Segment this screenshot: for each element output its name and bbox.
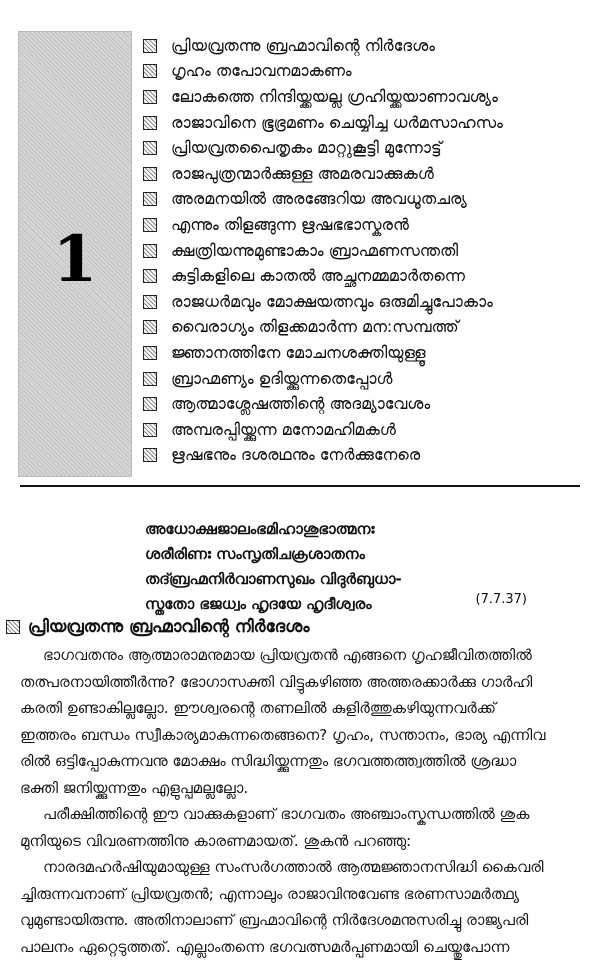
sanskrit-verse — [145, 517, 585, 617]
contents-item-label: ഋഷഭനും ദശരഥനും നേർക്കുനേരെ — [171, 445, 420, 465]
body-text — [20, 642, 585, 960]
paragraph-line: രിൽ ഒട്ടിപ്പോകുന്നവനു മോക്ഷം സിദ്ധിയ്ക്കുന്നതും ഭഗവത്തത്ത്വത്തിൽ ശ്രദ്ധാ — [20, 748, 585, 775]
contents-item-label: പ്രിയവ്രതന്നു ബ്രഹ്മാവിന്റെ നിർദേശം — [171, 36, 435, 56]
hatched-box-icon — [143, 269, 157, 283]
contents-item — [143, 59, 593, 85]
verse-line: അധോക്ഷജാലംഭമിഹാശുഭാത്മനഃ — [145, 517, 585, 542]
hatched-box-icon — [143, 372, 157, 386]
contents-item-label: അരമനയിൽ അരങ്ങേറിയ അവധൂതചര്യ — [171, 189, 467, 209]
contents-item-label: കുട്ടികളിലെ കാതൽ അച്ഛനമ്മമാർതന്നെ — [171, 266, 465, 286]
verse-line: ശരീരിണഃ സംസൃതിചക്രശാതനം — [145, 542, 585, 567]
hatched-box-icon — [143, 423, 157, 437]
contents-item — [143, 187, 593, 213]
contents-item-label: പ്രിയവ്രതപൈതൃകം മാറ്റുകൂട്ടി മുന്നോട്ട് — [171, 138, 442, 158]
hatched-box-icon — [143, 346, 157, 360]
contents-item — [143, 263, 593, 289]
paragraph-line: ഭക്തി ജനിയ്ക്കുന്നതും എളുപ്പമല്ലല്ലോ. — [20, 775, 585, 802]
contents-item — [143, 315, 593, 341]
contents-item-label: ആത്മാശ്ലേഷത്തിന്റെ അദമ്യാവേശം — [171, 394, 430, 414]
contents-item — [143, 161, 593, 187]
hatched-box-icon — [143, 64, 157, 78]
contents-item — [143, 135, 593, 161]
hatched-box-icon — [143, 39, 157, 53]
contents-item — [143, 391, 593, 417]
paragraph-line: ഇത്തരം ബന്ധം സ്വീകാര്യമാകുന്നതെങ്ങനെ? ഗൃഹം, സന്താനം, ഭാര്യ എന്നിവ — [20, 722, 585, 749]
contents-item — [143, 417, 593, 443]
hatched-box-icon — [143, 244, 157, 258]
contents-item-label: ബ്രാഹ്മണ്യം ഉദിയ്ക്കുന്നതെപ്പോൾ — [171, 369, 393, 389]
contents-item-label: ലോകത്തെ നിന്ദിയ്ക്കയല്ല ഗ്രഹിയ്ക്കയാണാവശ്യം — [171, 87, 498, 107]
contents-item — [143, 366, 593, 392]
verse-line: സ്തതോ ഭജധ്വം ഹൃദയേ ഹൃദീശ്വരം — [145, 592, 585, 617]
contents-item-label: രാജധർമവും മോക്ഷയത്നവും ഒരുമിച്ചുപോകാം — [171, 292, 493, 312]
paragraph-line: പാലനം ഏറ്റെടുത്തത്. എല്ലാംതന്നെ ഭഗവത്സമർപ്പണമായി ചെയ്തുപോന്ന — [20, 934, 585, 960]
contents-item-label: വൈരാഗ്യം തിളക്കമാർന്ന മന:സമ്പത്ത് — [171, 317, 459, 337]
section-heading-text: പ്രിയവ്രതന്നു ബ്രഹ്മാവിന്റെ നിർദേശം — [28, 617, 309, 637]
contents-item — [143, 443, 593, 469]
paragraph-line: വുമുണ്ടായിരുന്നു. അതിനാലാണ് ബ്രഹ്മാവിന്റെ നിർദേശമനുസരിച്ചു രാജ്യപരി — [20, 907, 585, 934]
paragraph-line: കരതി ഉണ്ടാകില്ലല്ലോ. ഈശ്വരന്റെ തണലിൽ കുളിർത്തുകഴിയുന്നവർക്ക് — [20, 695, 585, 722]
hatched-box-icon — [143, 295, 157, 309]
section-divider — [20, 485, 580, 487]
hatched-box-icon — [143, 192, 157, 206]
hatched-box-icon — [143, 218, 157, 232]
paragraph-line: ച്ചിരുന്നവനാണ് പ്രിയവ്രതൻ; എന്നാലും രാജാവിനുവേണ്ട ഭരണസാമർത്ഥ്യ — [20, 881, 585, 908]
paragraph-line: തത്പരനായിത്തീർന്നു? ഭോഗാസക്തി വിട്ടുകഴിഞ്ഞ അത്തരക്കാർക്കു ഗാർഹി — [20, 669, 585, 696]
contents-item-label: രാജപുത്രന്മാർക്കുള്ള അമരവാക്കുകൾ — [171, 164, 434, 184]
paragraph-line: ഭാഗവതനും ആത്മാരാമനുമായ പ്രിയവ്രതൻ എങ്ങനെ ഗൃഹജീവിതത്തിൽ — [20, 642, 585, 669]
contents-item-label: ക്ഷത്രിയന്നുമുണ്ടാകാം ബ്രാഹ്മണസന്തതി — [171, 241, 458, 261]
contents-item — [143, 212, 593, 238]
hatched-box-icon — [143, 448, 157, 462]
paragraph-line: നാരദമഹർഷിയുമായുള്ള സംസർഗത്താൽ ആത്മജ്ഞാനസിദ്ധി കൈവരി — [20, 854, 585, 881]
contents-item-label: രാജാവിനെ ഭൂഭ്രമണം ചെയ്യിച്ച ധർമസാഹസം — [171, 113, 503, 133]
chapter-number: 1 — [19, 222, 131, 297]
contents-item-label: ഗൃഹം തപോവനമാകണം — [171, 61, 352, 81]
contents-item-label: എന്നും തിളങ്ങുന്ന ഋഷഭഭാസ്കരൻ — [171, 215, 409, 235]
paragraph-line: പരീക്ഷിത്തിന്റെ ഈ വാക്കുകളാണ് ഭാഗവതം അഞ്ചാംസ്കന്ധത്തിൽ ശുക — [20, 801, 585, 828]
hatched-box-icon — [143, 320, 157, 334]
verse-reference: (7.7.37) — [476, 592, 528, 607]
paragraph-line: മുനിയുടെ വിവരണത്തിനു കാരണമായത്. ശുകൻ പറഞ്ഞു: — [20, 828, 585, 855]
hatched-box-icon — [143, 141, 157, 155]
section-heading — [6, 617, 309, 637]
contents-item-label: അമ്പരപ്പിയ്ക്കുന്ന മനോമഹിമകൾ — [171, 420, 396, 440]
contents-item — [143, 33, 593, 59]
hatched-box-icon — [143, 167, 157, 181]
chapter-number-panel — [18, 31, 132, 477]
hatched-box-icon — [143, 116, 157, 130]
chapter-contents-list — [143, 33, 593, 468]
hatched-box-icon — [143, 90, 157, 104]
contents-item — [143, 340, 593, 366]
verse-line: തദ്ബ്രഹ്മനിർവാണസുഖം വിദുർബുധാ- — [145, 567, 585, 592]
contents-item — [143, 84, 593, 110]
hatched-box-icon — [6, 620, 20, 634]
contents-item — [143, 110, 593, 136]
contents-item — [143, 289, 593, 315]
hatched-box-icon — [143, 397, 157, 411]
contents-item-label: ജ്ഞാനത്തിനേ മോചനശക്തിയുള്ളൂ — [171, 343, 426, 363]
contents-item — [143, 238, 593, 264]
